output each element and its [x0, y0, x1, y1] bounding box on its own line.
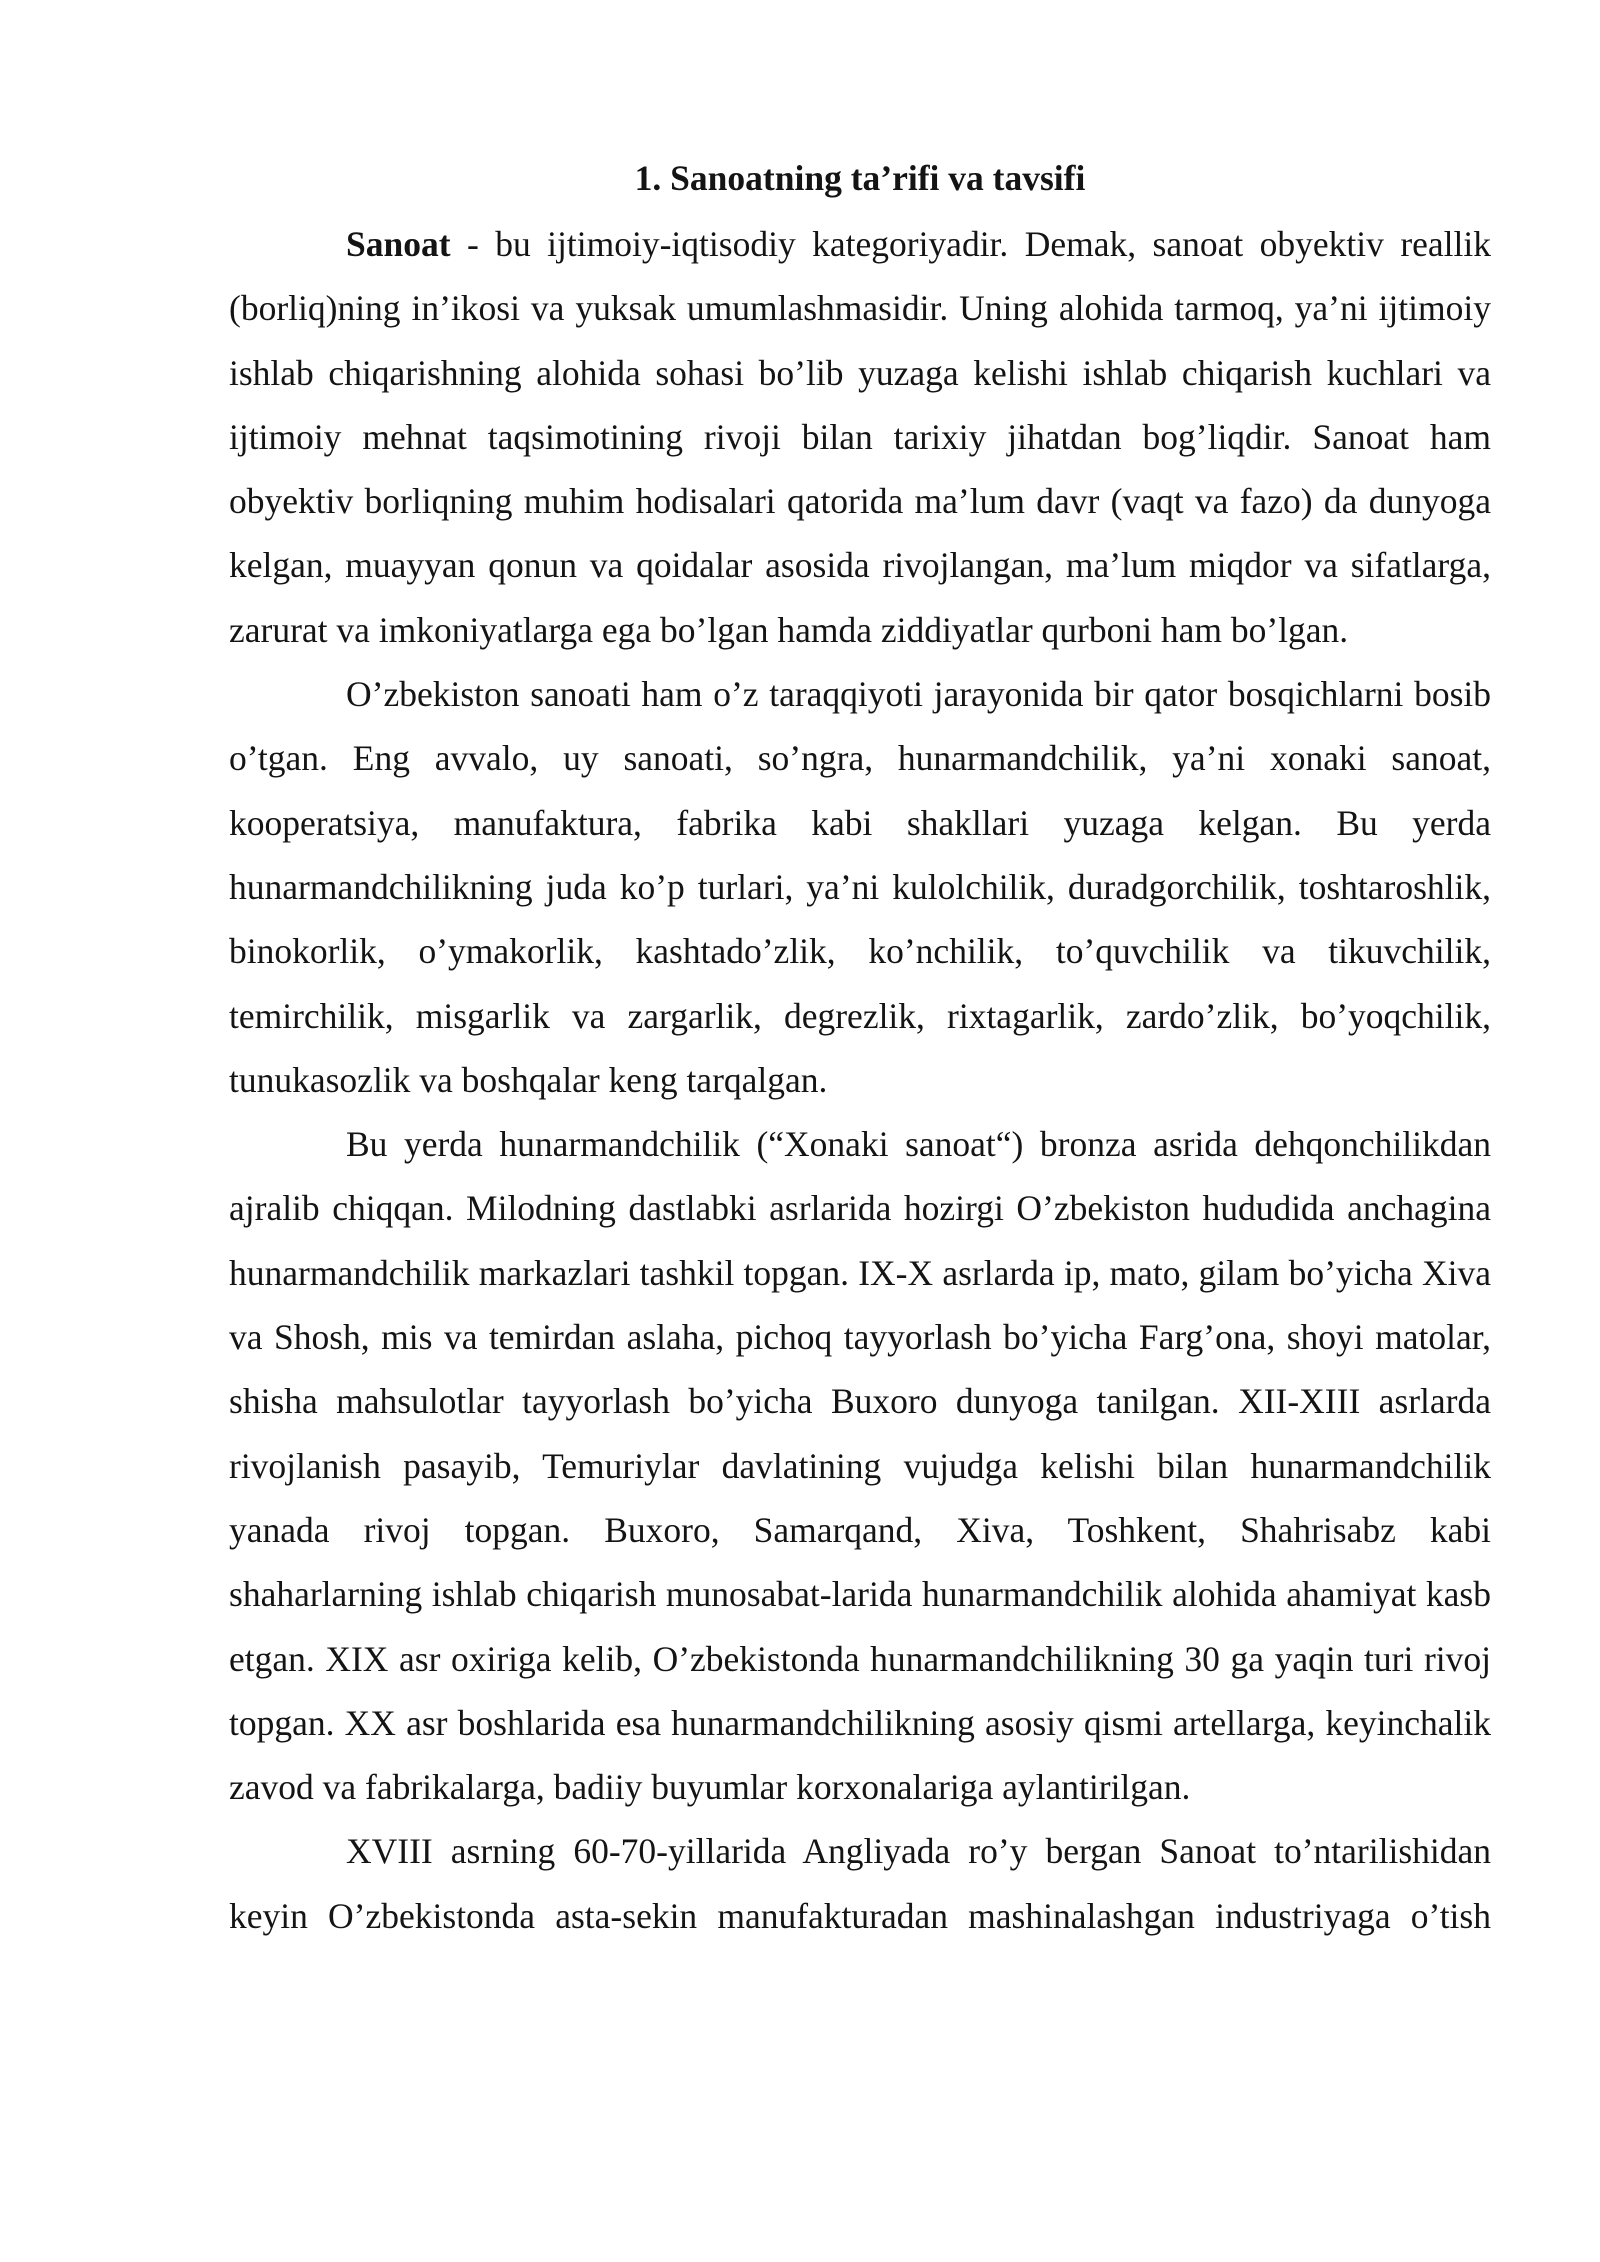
paragraph-4: XVIII asrning 60-70-yillarida Angliyada ro’y bergan Sanoat to’ntarilishidan keyin O’zbekistonda asta-sekin manufakturadan mashinalashgan industriyaga o’tish	[229, 1831, 1491, 1936]
paragraph-1	[229, 212, 1491, 662]
document-page	[229, 148, 1491, 1948]
paragraph-3: Bu yerda hunarmandchilik (“Xonaki sanoat“) bronza asrida dehqonchilikdan ajralib chiqqan. Milodning dastlabki asrlarida hozirgi O’zbekiston hududida anchagina hunarmandchilik markazlari tashkil topgan. IX-X asrlarda ip, mato, gilam bo’yicha Xiva va Shosh, mis va temirdan aslaha, pichoq tayyorlash bo’yicha Farg’ona, shoyi matolar, shisha mahsulotlar tayyorlash bo’yicha Buxoro dunyoga tanilgan. XII-XIII asrlarda rivojlanish pasayib, Temuriylar davlatining vujudga kelishi bilan hunarmandchilik yanada rivoj topgan. Buxoro, Samarqand, Xiva, Toshkent, Shahrisabz kabi shaharlarning ishlab chiqarish munosabat-larida hunarmandchilik alohida ahamiyat kasb etgan. XIX asr oxiriga kelib, O’zbekistonda hunarmandchilikning 30 ga yaqin turi rivoj topgan. XX asr boshlarida esa hunarmandchilikning asosiy qismi artellarga, keyinchalik zavod va fabrikalarga, badiiy buyumlar korxonalariga aylantirilgan.	[229, 1124, 1491, 1808]
term-sanoat: Sanoat	[346, 224, 451, 264]
section-title: 1. Sanoatning ta’rifi va tavsifi	[634, 158, 1086, 198]
paragraph-2: O’zbekiston sanoati ham o’z taraqqiyoti jarayonida bir qator bosqichlarni bosib o’tgan. Eng avvalo, uy sanoati, so’ngra, hunarmandchilik, ya’ni xonaki sanoat, kooperatsiya, manufaktura, fabrika kabi shakllari yuzaga kelgan. Bu yerda hunarmandchilikning juda ko’p turlari, ya’ni kulolchilik, duradgorchilik, toshtaroshlik, binokorlik, o’ymakorlik, kashtado’zlik, ko’nchilik, to’quvchilik va tikuvchilik, temirchilik, misgarlik va zargarlik, degrezlik, rixtagarlik, zardo’zlik, bo’yoqchilik, tunukasozlik va boshqalar keng tarqalgan.	[229, 674, 1491, 1100]
paragraph-1-text: - bu ijtimoiy-iqtisodiy kategoriyadir. Demak, sanoat obyektiv reallik (borliq)ning in’ikosi va yuksak umumlashmasidir. Uning alohida tarmoq, ya’ni ijtimoiy ishlab chiqarishning alohida sohasi bo’lib yuzaga kelishi ishlab chiqarish kuchlari va ijtimoiy mehnat taqsimotining rivoji bilan tarixiy jihatdan bog’liqdir. Sanoat ham obyektiv borliqning muhim hodisalari qatorida ma’lum davr (vaqt va fazo) da dunyoga kelgan, muayyan qonun va qoidalar asosida rivojlangan, ma’lum miqdor va sifatlarga, zarurat va imkoniyatlarga ega bo’lgan hamda ziddiyatlar qurboni ham bo’lgan.	[229, 224, 1491, 650]
